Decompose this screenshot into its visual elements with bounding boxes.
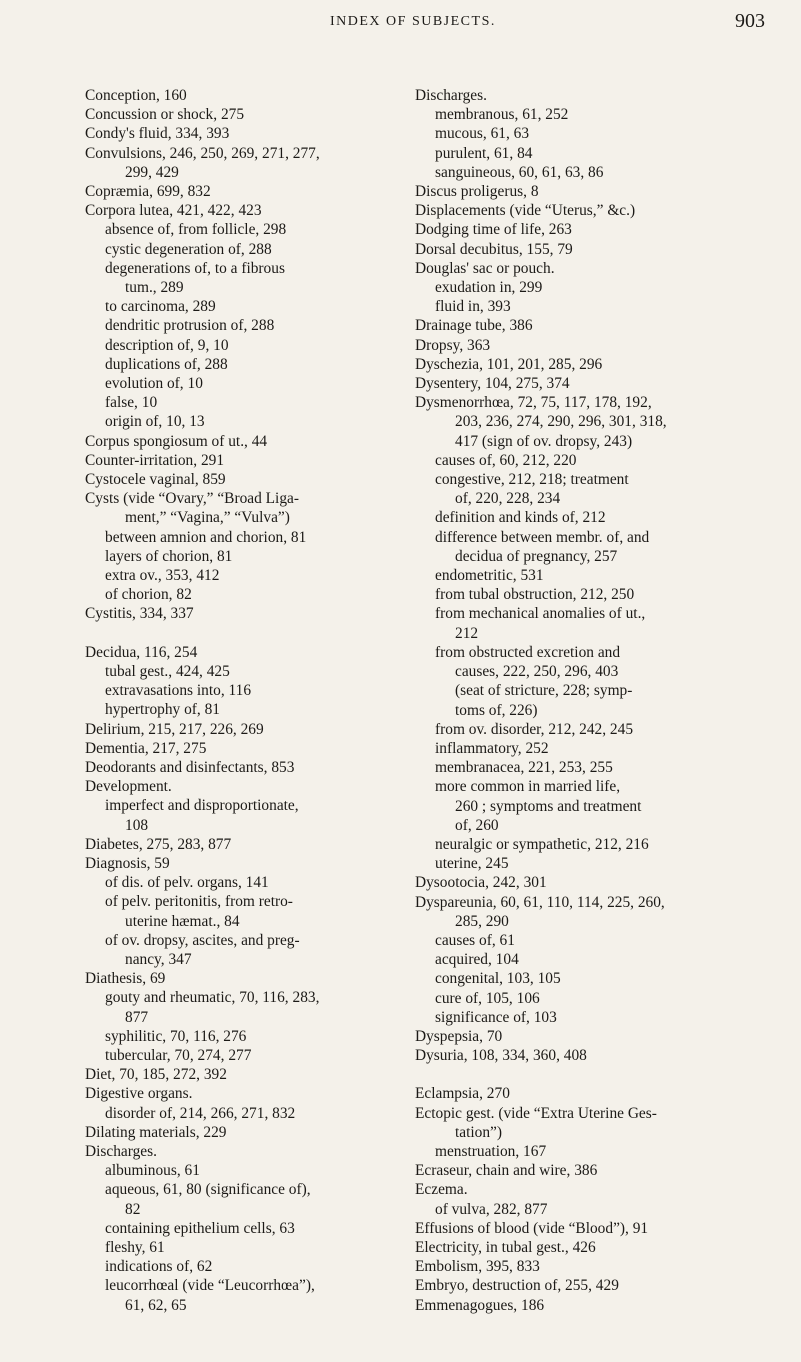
index-subentry: extravasations into, 116 [105,682,252,700]
index-subentry: duplications of, 288 [105,355,228,373]
index-subentry: description of, 9, 10 [105,336,229,354]
index-entry: Delirium, 215, 217, 226, 269 [85,720,264,738]
index-subentry: cystic degeneration of, 288 [105,240,272,258]
index-entry: Dorsal decubitus, 155, 79 [415,240,573,258]
index-entry: Dyspepsia, 70 [415,1027,503,1045]
index-subentry: more common in married life, [435,778,621,796]
index-entry: Concussion or shock, 275 [85,106,245,124]
index-subentry: to carcinoma, 289 [105,298,216,316]
index-subentry: congestive, 212, 218; treatment [435,471,629,489]
index-subentry: neuralgic or sympathetic, 212, 216 [435,835,649,853]
index-subentry: difference between membr. of, and [435,528,650,546]
index-subentry: gouty and rheumatic, 70, 116, 283, [105,989,320,1007]
index-subentry: between amnion and chorion, 81 [105,528,307,546]
index-entry: Cysts (vide “Ovary,” “Broad Liga- [85,490,299,508]
index-subentry: of vulva, 282, 877 [435,1200,548,1218]
index-entry: Eczema. [415,1181,468,1199]
index-entry: Deodorants and disinfectants, 853 [85,758,295,776]
index-entry: Displacements (vide “Uterus,” &c.) [415,202,636,220]
index-subentry: (seat of stricture, 228; symp- [455,682,633,700]
index-subentry: degenerations of, to a fibrous [105,259,285,277]
index-subentry: causes of, 60, 212, 220 [435,451,577,469]
index-subentry: 212 [455,624,479,642]
index-entry: Dysmenorrhœa, 72, 75, 117, 178, 192, [415,394,652,412]
index-column-right [415,86,775,1315]
index-subentry: sanguineous, 60, 61, 63, 86 [435,163,604,181]
index-subentry: layers of chorion, 81 [105,547,233,565]
index-subentry: dendritic protrusion of, 288 [105,317,275,335]
index-subentry: uterine, 245 [435,855,509,873]
index-subentry: of chorion, 82 [105,586,192,604]
index-subentry: membranous, 61, 252 [435,106,569,124]
index-subentry: ment,” “Vagina,” “Vulva”) [125,509,290,527]
index-subentry: imperfect and disproportionate, [105,797,299,815]
index-entry: Counter-irritation, 291 [85,451,225,469]
index-entry: Dodging time of life, 263 [415,221,572,239]
index-subentry: cure of, 105, 106 [435,989,540,1007]
index-entry: Conception, 160 [85,87,187,104]
index-entry: Discus proligerus, 8 [415,183,539,201]
index-entry: Dyspareunia, 60, 61, 110, 114, 225, 260, [415,893,665,911]
index-subentry: 877 [125,1008,149,1026]
index-entry: Dementia, 217, 275 [85,739,207,757]
index-subentry: mucous, 61, 63 [435,125,530,143]
index-entry: Cystocele vaginal, 859 [85,471,226,489]
index-subentry: indications of, 62 [105,1258,213,1276]
index-entry: Condy's fluid, 334, 393 [85,125,230,143]
index-subentry: origin of, 10, 13 [105,413,205,431]
index-subentry: uterine hæmat., 84 [125,912,240,930]
index-entry: Electricity, in tubal gest., 426 [415,1238,596,1256]
index-entry: Digestive organs. [85,1085,193,1103]
index-entry: Convulsions, 246, 250, 269, 271, 277, [85,144,320,162]
index-entry: Diagnosis, 59 [85,854,170,872]
index-entry: Dysentery, 104, 275, 374 [415,375,570,393]
index-entry: Dyschezia, 101, 201, 285, 296 [415,355,603,373]
index-subentry: leucorrhœal (vide “Leucorrhœa”), [105,1277,315,1295]
index-subentry: false, 10 [105,394,158,412]
index-entry: Corpus spongiosum of ut., 44 [85,432,268,450]
index-entry: Dilating materials, 229 [85,1123,227,1141]
index-entry: Development. [85,778,172,796]
index-subentry: extra ov., 353, 412 [105,567,220,585]
index-entry: Discharges. [415,87,487,104]
index-subentry: from mechanical anomalies of ut., [435,605,646,623]
index-subentry: 203, 236, 274, 290, 296, 301, 318, [455,413,667,431]
index-entry: Diathesis, 69 [85,970,166,988]
index-subentry: of ov. dropsy, ascites, and preg- [105,931,300,949]
index-subentry: menstruation, 167 [435,1142,547,1160]
index-entry: Ectopic gest. (vide “Extra Uterine Ges- [415,1104,657,1122]
index-subentry: of dis. of pelv. organs, 141 [105,874,269,892]
index-subentry: 417 (sign of ov. dropsy, 243) [455,432,633,450]
index-entry: Copræmia, 699, 832 [85,183,211,201]
index-subentry: decidua of pregnancy, 257 [455,547,618,565]
index-subentry: 82 [125,1200,141,1218]
index-subentry: aqueous, 61, 80 (significance of), [105,1181,311,1199]
index-entry: Dysootocia, 242, 301 [415,874,547,892]
index-entry: Dropsy, 363 [415,336,491,354]
index-entry: Eclampsia, 270 [415,1085,510,1103]
index-entry: Effusions of blood (vide “Blood”), 91 [415,1219,649,1237]
index-subentry: 260 ; symptoms and treatment [455,797,642,815]
index-entry: Diabetes, 275, 283, 877 [85,835,232,853]
index-subentry: definition and kinds of, 212 [435,509,606,527]
index-subentry: of pelv. peritonitis, from retro- [105,893,293,911]
index-subentry: tubal gest., 424, 425 [105,662,230,680]
running-head-title: INDEX OF SUBJECTS. [330,14,496,29]
index-entry: Discharges. [85,1142,157,1160]
index-entry: Drainage tube, 386 [415,317,533,335]
index-subentry: exudation in, 299 [435,279,543,297]
page-number: 903 [735,10,765,32]
index-subentry: of, 220, 228, 234 [455,490,561,508]
index-subentry: hypertrophy of, 81 [105,701,220,719]
index-subentry: albuminous, 61 [105,1162,200,1180]
index-subentry: causes of, 61 [435,931,515,949]
index-subentry: containing epithelium cells, 63 [105,1219,295,1237]
index-entry: Emmenagogues, 186 [415,1296,545,1314]
index-subentry: significance of, 103 [435,1008,557,1026]
index-subentry: fleshy, 61 [105,1238,165,1256]
index-subentry: fluid in, 393 [435,298,511,316]
index-subentry: tation”) [455,1123,503,1141]
index-entry: Embolism, 395, 833 [415,1258,540,1276]
index-subentry: acquired, 104 [435,951,519,969]
index-subentry: 61, 62, 65 [125,1296,187,1314]
index-subentry: inflammatory, 252 [435,739,549,757]
index-subentry: disorder of, 214, 266, 271, 832 [105,1104,296,1122]
index-subentry: membranacea, 221, 253, 255 [435,759,613,777]
index-subentry: evolution of, 10 [105,375,203,393]
index-entry: Douglas' sac or pouch. [415,259,555,277]
index-subentry: 108 [125,816,149,834]
index-entry: Corpora lutea, 421, 422, 423 [85,202,262,220]
index-subentry: purulent, 61, 84 [435,144,533,162]
index-subentry: causes, 222, 250, 296, 403 [455,663,619,681]
index-subentry: of, 260 [455,816,499,834]
index-subentry: congenital, 103, 105 [435,970,561,988]
index-entry: Ecraseur, chain and wire, 386 [415,1162,598,1180]
index-subentry: toms of, 226) [455,701,538,719]
index-subentry: tubercular, 70, 274, 277 [105,1046,252,1064]
index-subentry: 285, 290 [455,912,509,930]
index-entry: Diet, 70, 185, 272, 392 [85,1066,227,1084]
index-subentry: nancy, 347 [125,950,192,968]
index-subentry: syphilitic, 70, 116, 276 [105,1027,247,1045]
index-subentry: from obstructed excretion and [435,643,621,661]
index-entry: Dysuria, 108, 334, 360, 408 [415,1047,587,1065]
index-subentry: from tubal obstruction, 212, 250 [435,586,635,604]
index-entry: Cystitis, 334, 337 [85,605,194,623]
index-entry: Embryo, destruction of, 255, 429 [415,1277,619,1295]
index-subentry: absence of, from follicle, 298 [105,221,287,239]
index-subentry: from ov. disorder, 212, 242, 245 [435,720,634,738]
index-subentry: 299, 429 [125,163,179,181]
index-entry: Decidua, 116, 254 [85,643,198,661]
index-subentry: endometritic, 531 [435,567,544,585]
index-column-left [85,86,403,1315]
index-subentry: tum., 289 [125,279,184,297]
